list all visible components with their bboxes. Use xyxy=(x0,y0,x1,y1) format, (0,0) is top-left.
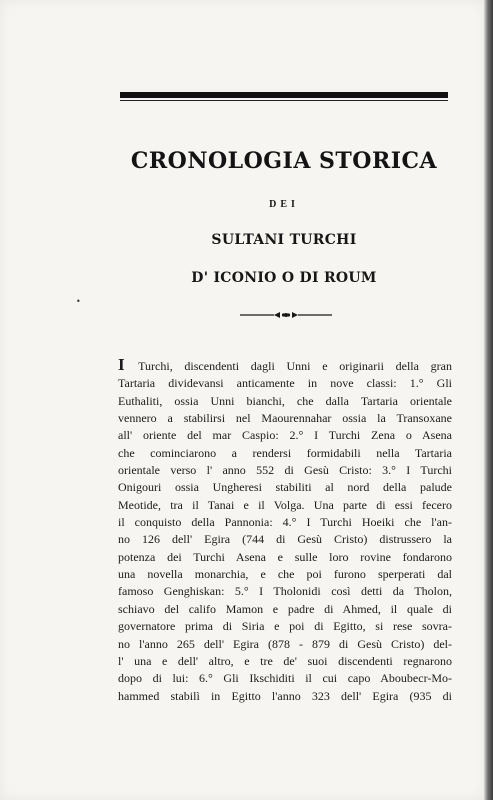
text-line: il conquisto della Pannonia: 4.° I Turchi Hoeiki che l'an- xyxy=(118,515,452,530)
initial-letter: I xyxy=(118,355,125,374)
text-line: I Turchi, discendenti dagli Unni e originarii della gran xyxy=(118,355,452,374)
text-line: una novella monarchia, e che poi furono sperperati dal xyxy=(118,567,452,582)
text-line: l' una e dell' altro, e tre de' suoi discendenti regnarono xyxy=(118,653,452,668)
text-line: Meotide, tra il Tanai e il Volga. Una parte di essi fecero xyxy=(118,497,452,512)
page-edge-shadow xyxy=(484,0,493,800)
top-double-rule xyxy=(120,92,448,98)
text-line: no 126 dell' Egira (744 di Gesù Cristo) distrussero la xyxy=(118,532,452,547)
text-line: Euthaliti, ossia Unni bianchi, che dalla Tartaria orientale xyxy=(118,393,452,408)
title-connector: DEI xyxy=(269,199,299,210)
text-line: Onigouri ossia Ungheresi stabiliti al nord della palude xyxy=(118,480,452,495)
text-line: vennero a stabilirsi nel Maourennahar ossia la Transoxane xyxy=(118,411,452,426)
text-line: hammed stabilì in Egitto l'anno 323 dell' Egira (935 di xyxy=(118,688,452,703)
text-line: orientale verso l' anno 552 di Gesù Cristo: 3.° I Turchi xyxy=(118,463,452,478)
text-line: all' oriente del mar Caspio: 2.° I Turchi Zena o Asena xyxy=(118,428,452,443)
body-paragraph xyxy=(118,356,452,705)
text-line: potenza dei Turchi Asena e sulle loro rovine fondarono xyxy=(118,549,452,564)
margin-speck: • xyxy=(76,297,81,306)
subtitle-sultani: SULTANI TURCHI xyxy=(211,232,357,248)
subtitle-iconio: D' ICONIO O DI ROUM xyxy=(191,270,377,286)
text-line: no l'anno 265 dell' Egira (878 - 879 di Gesù Cristo) del- xyxy=(118,636,452,651)
ornament-divider-icon xyxy=(238,310,334,320)
text-line: famoso Genghiskan: 5.° I Tholonidi così detti da Tholon, xyxy=(118,584,452,599)
document-title: CRONOLOGIA STORICA xyxy=(130,148,438,174)
text-line: che cominciarono a rendersi formidabili nella Tartaria xyxy=(118,445,452,460)
text-line: governatore prima di Siria e poi di Egitto, si rese sovra- xyxy=(118,619,452,634)
text-line: schiavo del califo Mamon e padre di Ahmed, il quale di xyxy=(118,601,452,616)
text-line: Tartaria dividevansi anticamente in nove classi: 1.° Gli xyxy=(118,376,452,391)
text-line: dopo di lui: 6.° Gli Ikschiditi il cui capo Aboubecr-Mo- xyxy=(118,671,452,686)
